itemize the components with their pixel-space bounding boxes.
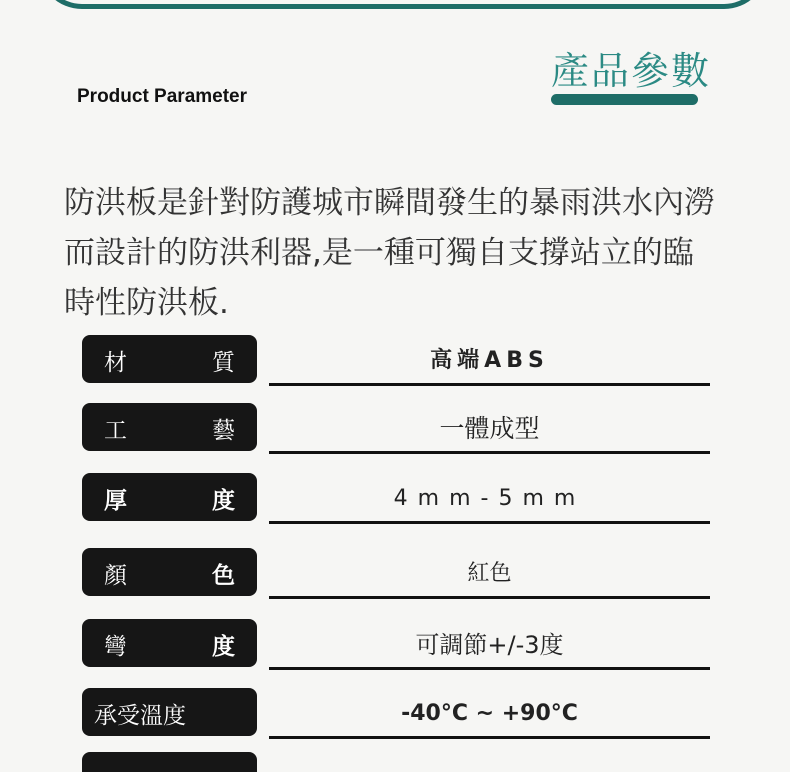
param-row-bending (0, 619, 790, 679)
label-char-2: 度 (212, 634, 235, 660)
label-char-1: 彎 (104, 634, 127, 660)
param-label (82, 473, 257, 521)
param-row-thickness (0, 473, 790, 533)
param-label (82, 335, 257, 383)
label-text: 承受溫度 (94, 703, 186, 729)
param-value: 可調節+/-3度 (269, 623, 710, 670)
param-value: 一體成型 (269, 407, 710, 454)
label-char-2: 質 (212, 350, 235, 376)
label-char-2: 藝 (212, 418, 235, 444)
next-param-label-partial (82, 752, 257, 772)
param-row-process (0, 403, 790, 463)
label-char-1: 材 (104, 350, 127, 376)
param-label (82, 548, 257, 596)
section-title-cn: 產品參數 (551, 49, 712, 93)
param-value: -40°C ~ +90°C (269, 692, 710, 739)
label-char-1: 工 (104, 418, 127, 444)
label-char-2: 度 (212, 488, 235, 514)
section-title-en: Product Parameter (77, 86, 248, 107)
param-row-color (0, 548, 790, 608)
param-label (82, 619, 257, 667)
param-row-temperature (0, 688, 790, 748)
label-char-1: 顏 (104, 563, 127, 589)
param-value: 高端ABS (269, 339, 710, 386)
label-char-2: 色 (212, 563, 235, 589)
label-char-1: 厚 (104, 488, 127, 514)
param-label (82, 403, 257, 451)
param-value: 4mm-5mm (269, 477, 710, 524)
param-label (82, 688, 257, 736)
param-row-material (0, 335, 790, 395)
param-value: 紅色 (269, 552, 710, 599)
product-description: 防洪板是針對防護城市瞬間發生的暴雨洪水內澇而設計的防洪利器,是一種可獨自支撐站立的臨時性防洪板. (64, 185, 715, 321)
